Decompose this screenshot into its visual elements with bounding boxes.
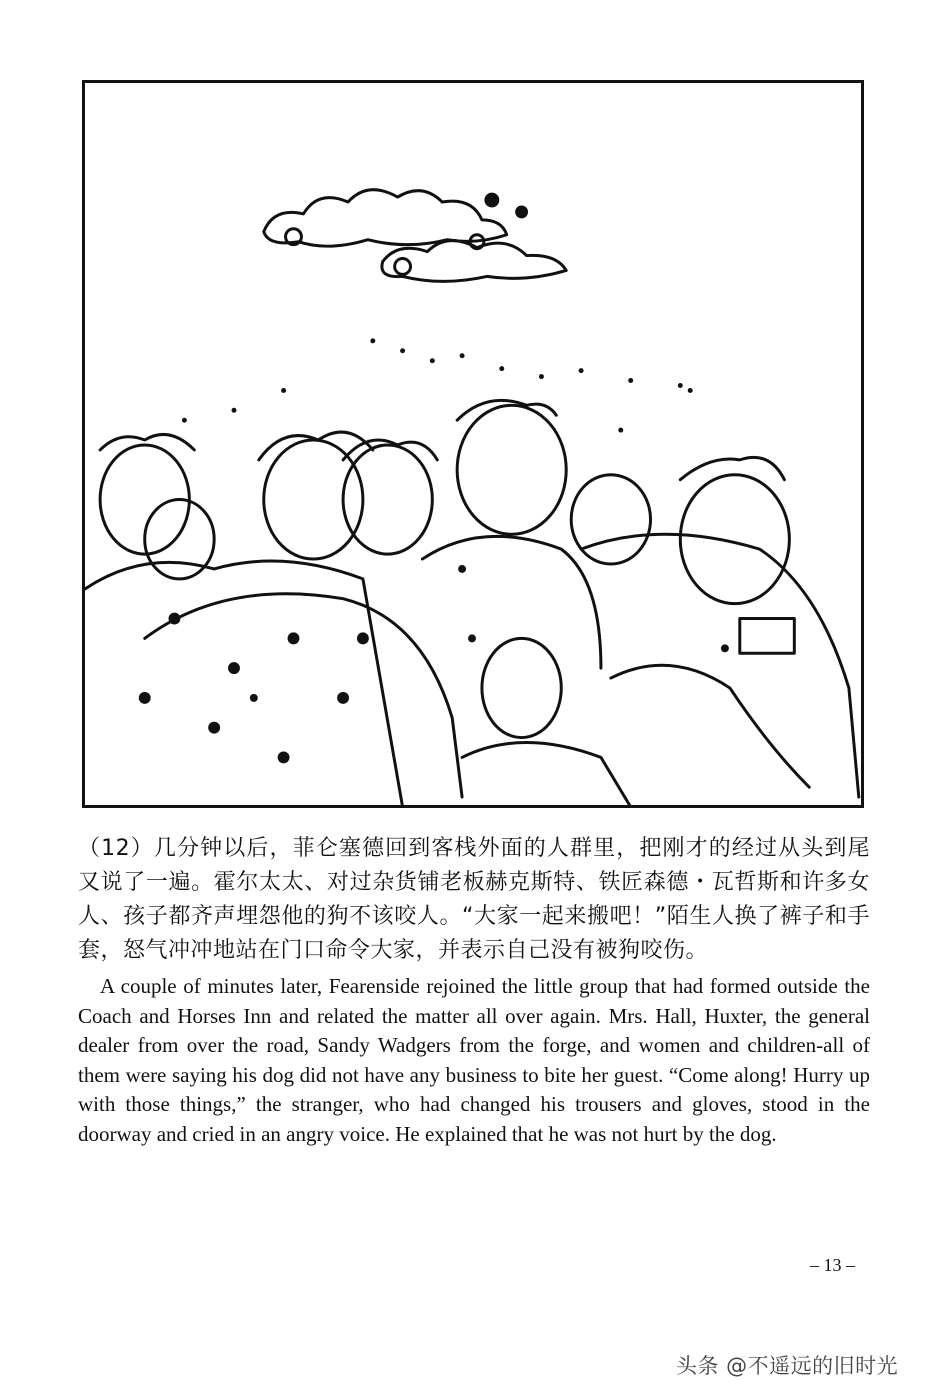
crowd-illustration-icon (85, 83, 861, 805)
source-watermark: 头条 @不遥远的旧时光 (676, 1354, 899, 1378)
page-number: – 13 – (810, 1255, 855, 1275)
chinese-caption: （12）几分钟以后，菲仑塞德回到客栈外面的人群里，把刚才的经过从头到尾又说了一遍。霍尔太太、对过杂货铺老板赫克斯特、铁匠森德・瓦哲斯和许多女人、孩子都齐声埋怨他的狗不该咬人。“大家一起来搬吧！”陌生人换了裤子和手套，怒气冲冲地站在门口命令大家，并表示自己没有被狗咬伤。 (78, 836, 870, 963)
english-paragraph: A couple of minutes later, Fearenside rejoined the little group that had formed outside the Coach and Horses Inn and related the matter all over again. Mrs. Hall, Huxter, the general dealer from over the road, Sandy Wadgers from the forge, and women and children-all of them were saying his dog did not have any business to bite her guest. “Come along! Hurry up with those things,” the stranger, who had changed his trousers and gloves, stood in the doorway and cried in an angry voice. He explained that he was not hurt by the dog. (78, 974, 870, 1146)
crowd-illustration (82, 80, 864, 808)
